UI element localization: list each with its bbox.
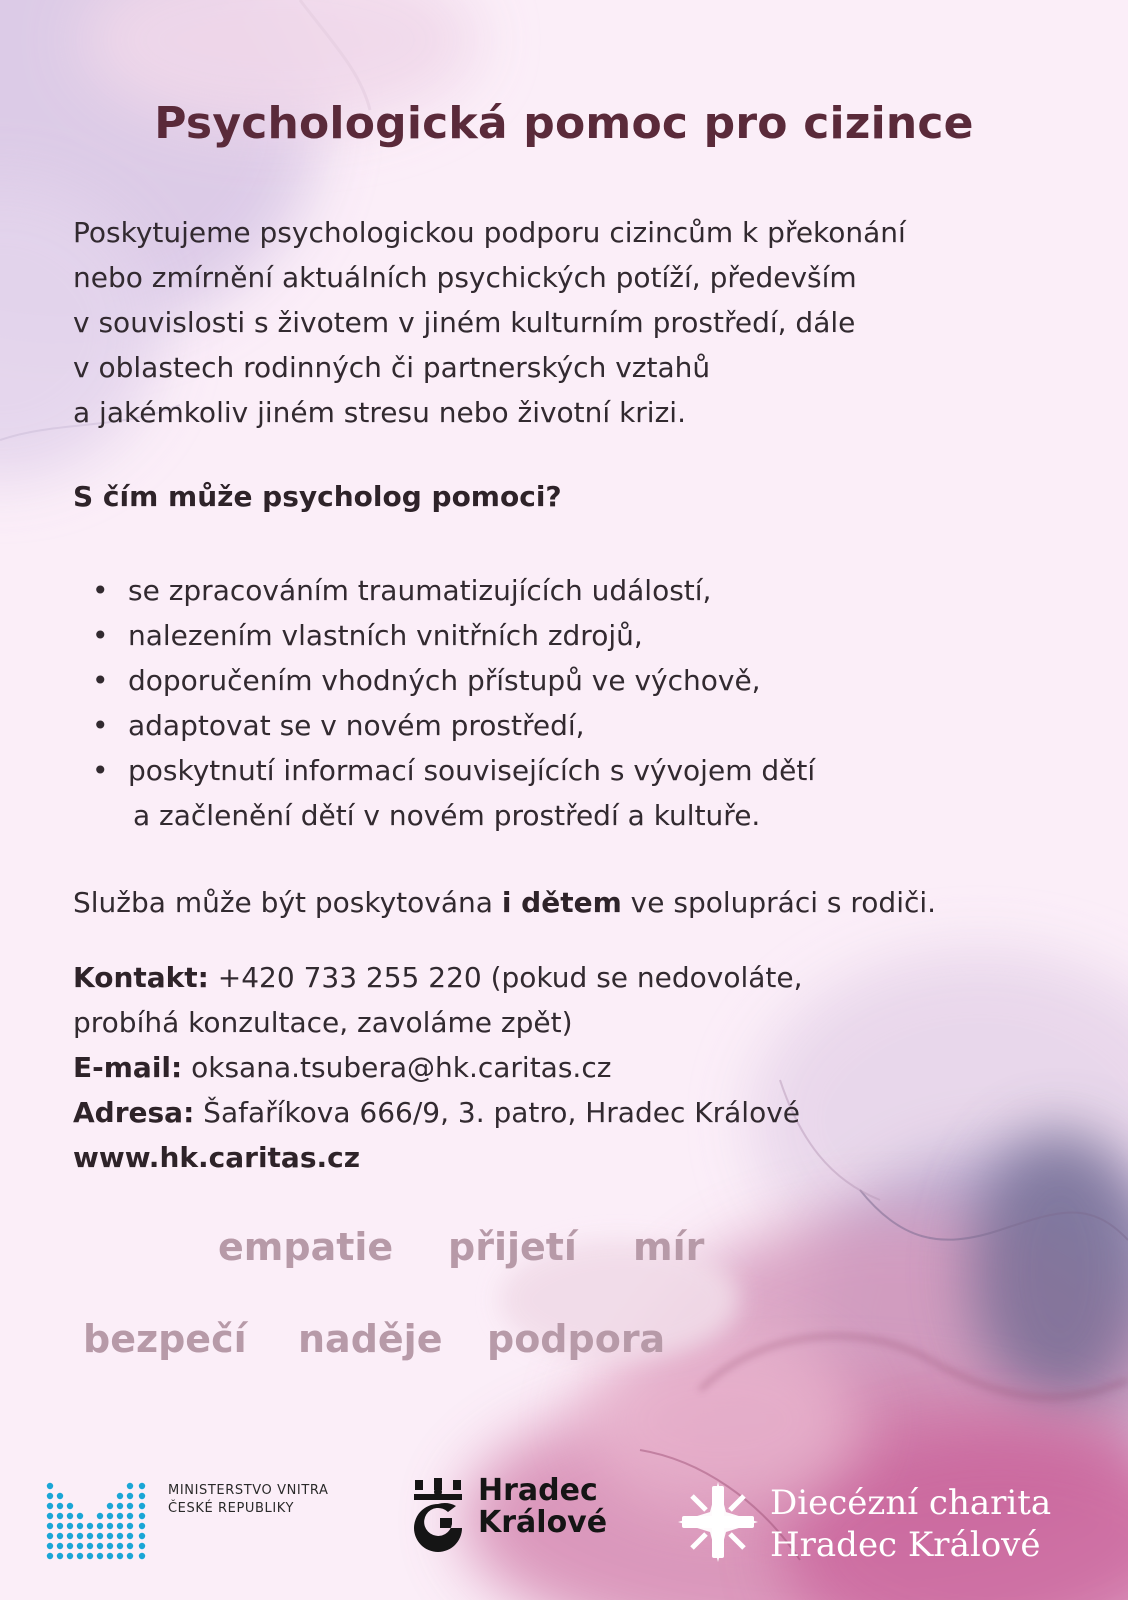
contact-email-line [73,1045,803,1090]
city-line1: Hradec [478,1473,598,1508]
list-item-continuation: a začlenění dětí v novém prostředí a kultuře. [133,799,761,832]
intro-line: nebo zmírnění aktuálních psychických potíží, především [73,261,857,294]
list-item: • se zpracováním traumatizujících událostí, [92,568,815,613]
value-word-support: podpora [487,1317,666,1361]
intro-line: a jakémkoliv jiném stresu nebo životní krizi. [73,396,686,429]
charity-name [770,1482,1051,1566]
list-item: • poskytnutí informací souvisejících s vývojem dětí [92,748,815,793]
city-line2: Králové [478,1505,608,1540]
kids-note [73,880,1083,925]
value-word-peace: mír [633,1225,705,1269]
website-text[interactable]: www.hk.caritas.cz [73,1141,361,1174]
contact-address-line [73,1090,803,1135]
charity-line2: Hradec Králové [770,1525,1041,1565]
kids-note-bold: i dětem [501,886,622,919]
kids-note-after: ve spolupráci s rodiči. [621,886,937,919]
ministry-name [168,1482,328,1518]
city-name [478,1475,607,1539]
value-word-safety: bezpečí [83,1317,247,1361]
value-word-acceptance: přijetí [448,1225,577,1269]
value-word-empathy: empatie [218,1225,394,1269]
contact-block [73,955,803,1180]
intro-paragraph [73,210,1083,435]
email-label: E-mail: [73,1051,183,1084]
email-value[interactable]: oksana.tsubera@hk.caritas.cz [182,1051,612,1084]
value-word-hope: naděje [298,1317,443,1361]
intro-line: v souvislosti s životem v jiném kulturním prostředí, dále [73,306,856,339]
city-crown-logo-icon [412,1478,464,1558]
ministry-logo-icon [44,1480,154,1560]
list-item: • adaptovat se v novém prostředí, [92,703,815,748]
phone-label: Kontakt: [73,961,209,994]
page-title: Psychologická pomoc pro cizince [154,98,974,149]
help-heading: S čím může psycholog pomoci? [73,480,562,513]
help-list [92,568,815,838]
contact-phone-line [73,955,803,1000]
ministry-line2: ČESKÉ REPUBLIKY [168,1501,295,1516]
kids-note-before: Služba může být poskytována [73,886,502,919]
address-label: Adresa: [73,1096,195,1129]
list-item: • doporučením vhodných přístupů ve výchově, [92,658,815,703]
address-value: Šafaříkova 666/9, 3. patro, Hradec Králové [194,1096,800,1129]
ministry-line1: MINISTERSTVO VNITRA [168,1483,329,1498]
intro-line: Poskytujeme psychologickou podporu cizincům k překonání [73,216,906,249]
intro-line: v oblastech rodinných či partnerských vztahů [73,351,711,384]
website-link[interactable] [73,1135,803,1180]
charity-line1: Diecézní charita [770,1483,1052,1523]
phone-note: probíhá konzultace, zavoláme zpět) [73,1006,573,1039]
phone-value[interactable]: +420 733 255 220 (pokud se nedovoláte, [208,961,803,994]
list-item: • nalezením vlastních vnitřních zdrojů, [92,613,815,658]
charity-cross-logo-icon [678,1482,758,1562]
